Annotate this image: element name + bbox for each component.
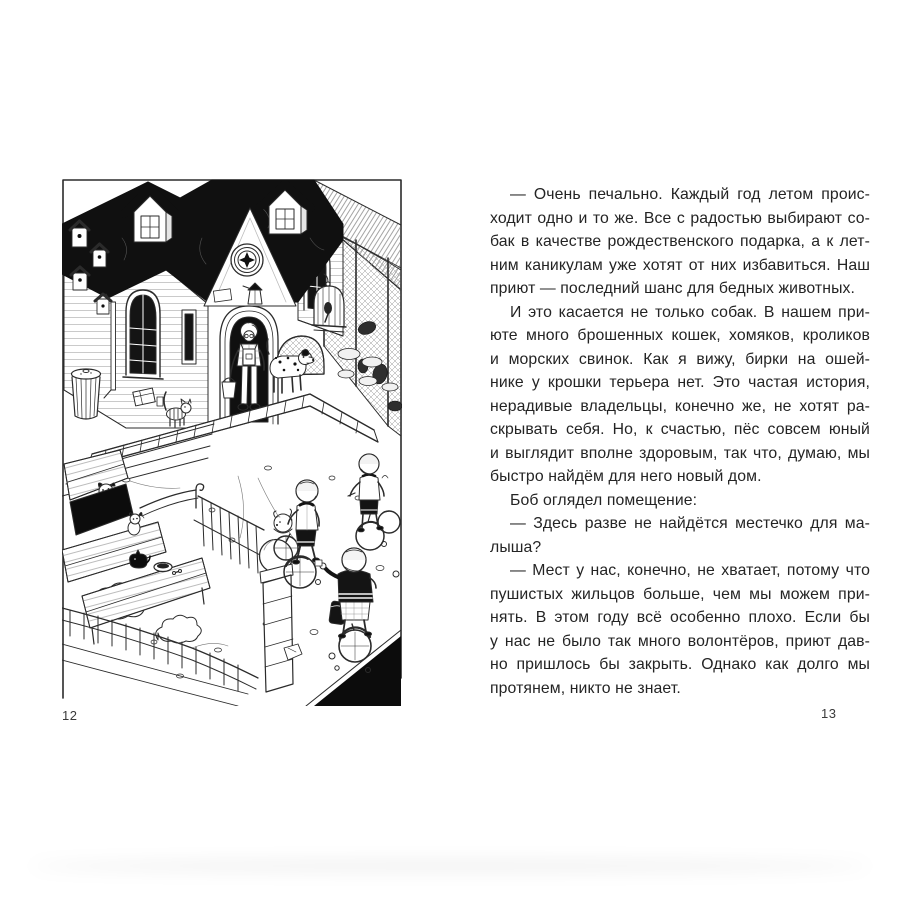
paragraph (490, 183, 870, 301)
arched-window (123, 290, 163, 379)
paragraph (490, 489, 870, 513)
text-line: приют — последний шанс для бедных животных. (490, 280, 856, 297)
narrow-window (182, 310, 196, 364)
page-number-right: 13 (821, 706, 837, 721)
text-line: нике у крошки терьера нет. Это частая история, (490, 374, 870, 391)
bird (324, 302, 332, 314)
text-line: у нас не было так много волонтёров, приют дав- (490, 632, 870, 650)
text-line: нять. В этом году всё особенно плохо. Если бы (490, 609, 870, 626)
text-line: бак в качестве рождественского подарка, а к лет- (490, 233, 870, 250)
text-line: лыша? (490, 538, 542, 556)
text-line: — Здесь разве не найдётся местечко для ма- (510, 515, 870, 532)
cyclist-2 (348, 454, 400, 550)
street (306, 630, 401, 706)
trash-can (72, 369, 101, 419)
text-line: нерадивые владельцы, конечно же, не хотят ра- (490, 397, 870, 415)
text-line: ним каникулам уже хотят от них избавиться. Наш (490, 256, 870, 274)
cyclist-3 (315, 548, 376, 673)
shelter-illustration (62, 178, 402, 706)
text-line: протянем, никто не знает. (490, 679, 681, 697)
paragraph (490, 512, 870, 559)
text-line: юте много брошенных кошек, хомяков, кроликов (490, 327, 870, 344)
text-line: И это касается не только собак. В нашем при- (510, 303, 870, 321)
jar (157, 397, 163, 406)
text-line: быстро найдём для него новый дом. (490, 468, 762, 485)
text-line: и выглядит вполне здоровым, так что, думаю, мы (490, 444, 870, 462)
text-line: скрывать себя. Но, к счастью, пёс совсем юный (490, 421, 870, 438)
page-number-left: 12 (62, 708, 78, 723)
text-line: пушистых жильцов больше, чем мы можем при- (490, 585, 870, 603)
paragraph (490, 559, 870, 700)
text-line: ходит одно и то же. Все с радостью выбирают со- (490, 209, 870, 227)
text-line: — Мест у нас, конечно, не хватает, потому что (510, 562, 870, 579)
sidewalk (62, 644, 248, 706)
paragraph (490, 301, 870, 489)
left-page (62, 178, 402, 706)
right-page-text (490, 183, 870, 700)
text-line: — Очень печально. Каждый год летом проис- (510, 186, 870, 203)
text-line: но пришлось бы закрыть. Однако как долго мы (490, 656, 870, 673)
book-bottom-shadow (30, 860, 870, 872)
text-line: Боб оглядел помещение: (510, 491, 698, 509)
text-line: и морских свинок. Как я вижу, бирки на ошей- (490, 350, 870, 368)
